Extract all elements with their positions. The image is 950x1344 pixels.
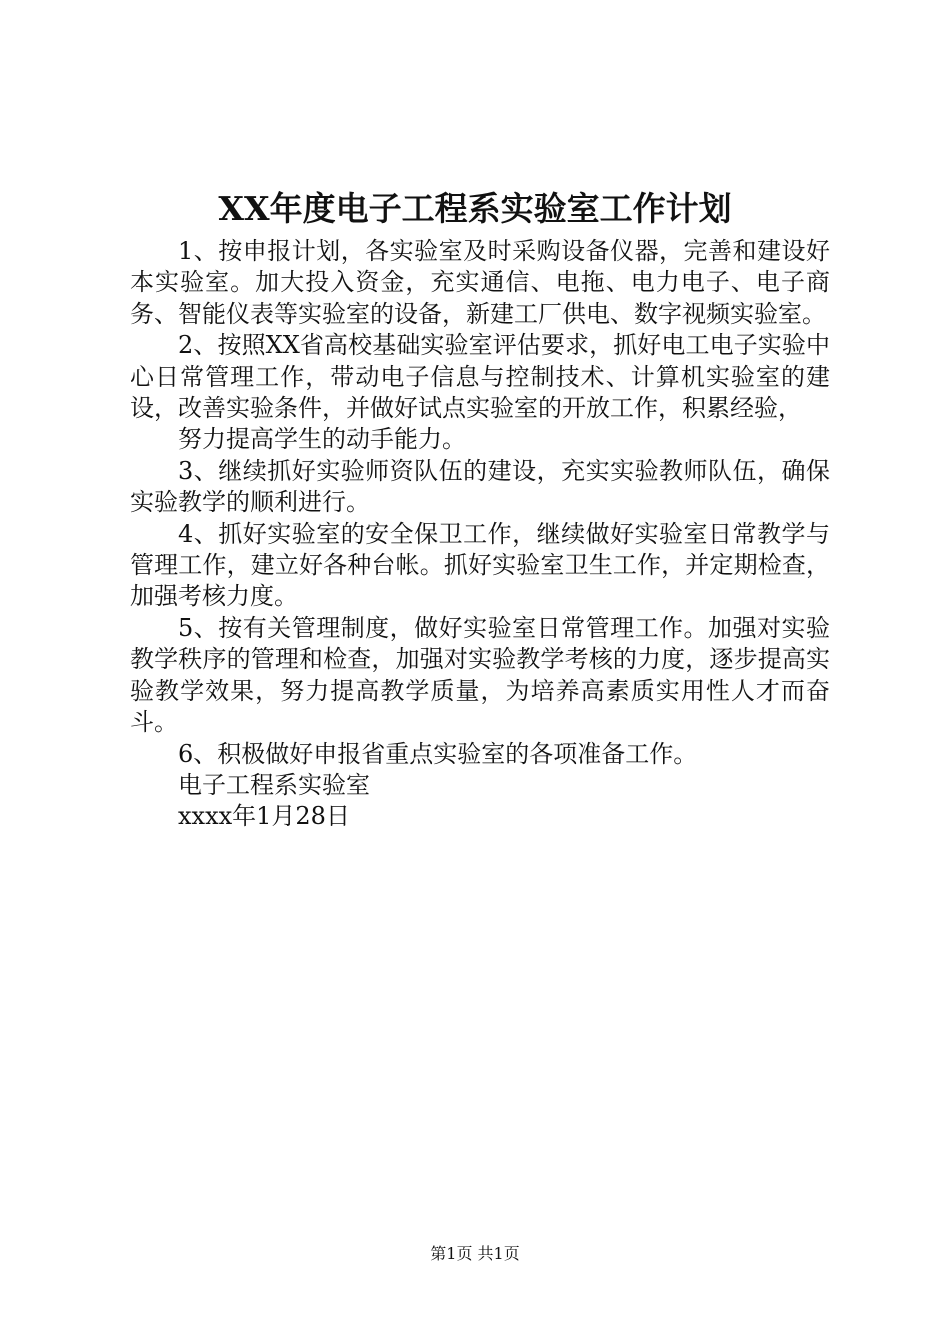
paragraph-6: 6、积极做好申报省重点实验室的各项准备工作。 — [178, 739, 698, 768]
paragraph-1: 1、按申报计划，各实验室及时采购设备仪器，完善和建设好本实验室。加大投入资金，充实通信、电拖、电力电子、电子商务、智能仪表等实验室的设备，新建工厂供电、数字视频实验室。 — [130, 237, 830, 328]
paragraph-2-continued: 努力提高学生的动手能力。 — [178, 425, 466, 454]
paragraph-5: 5、按有关管理制度，做好实验室日常管理工作。加强对实验教学秩序的管理和检查，加强对实验教学考核的力度，逐步提高实验教学效果，努力提高教学质量，为培养高素质实用性人才而奋斗。 — [130, 613, 830, 737]
document-date: xxxx年1月28日 — [178, 802, 350, 831]
signature: 电子工程系实验室 — [178, 770, 370, 799]
paragraph-3: 3、继续抓好实验师资队伍的建设，充实实验教师队伍，确保实验教学的顺利进行。 — [130, 456, 830, 517]
paragraph-2: 2、按照XX省高校基础实验室评估要求，抓好电工电子实验中心日常管理工作，带动电子信息与控制技术、计算机实验室的建设，改善实验条件，并做好试点实验室的开放工作，积累经验， — [130, 331, 830, 423]
document-title: XX年度电子工程系实验室工作计划 — [218, 189, 732, 228]
document-body — [130, 236, 830, 833]
page-footer: 第1页 共1页 — [430, 1244, 520, 1263]
paragraph-4: 4、抓好实验室的安全保卫工作，继续做好实验室日常教学与管理工作，建立好各种台帐。抓好实验室卫生工作，并定期检查，加强考核力度。 — [130, 519, 830, 611]
